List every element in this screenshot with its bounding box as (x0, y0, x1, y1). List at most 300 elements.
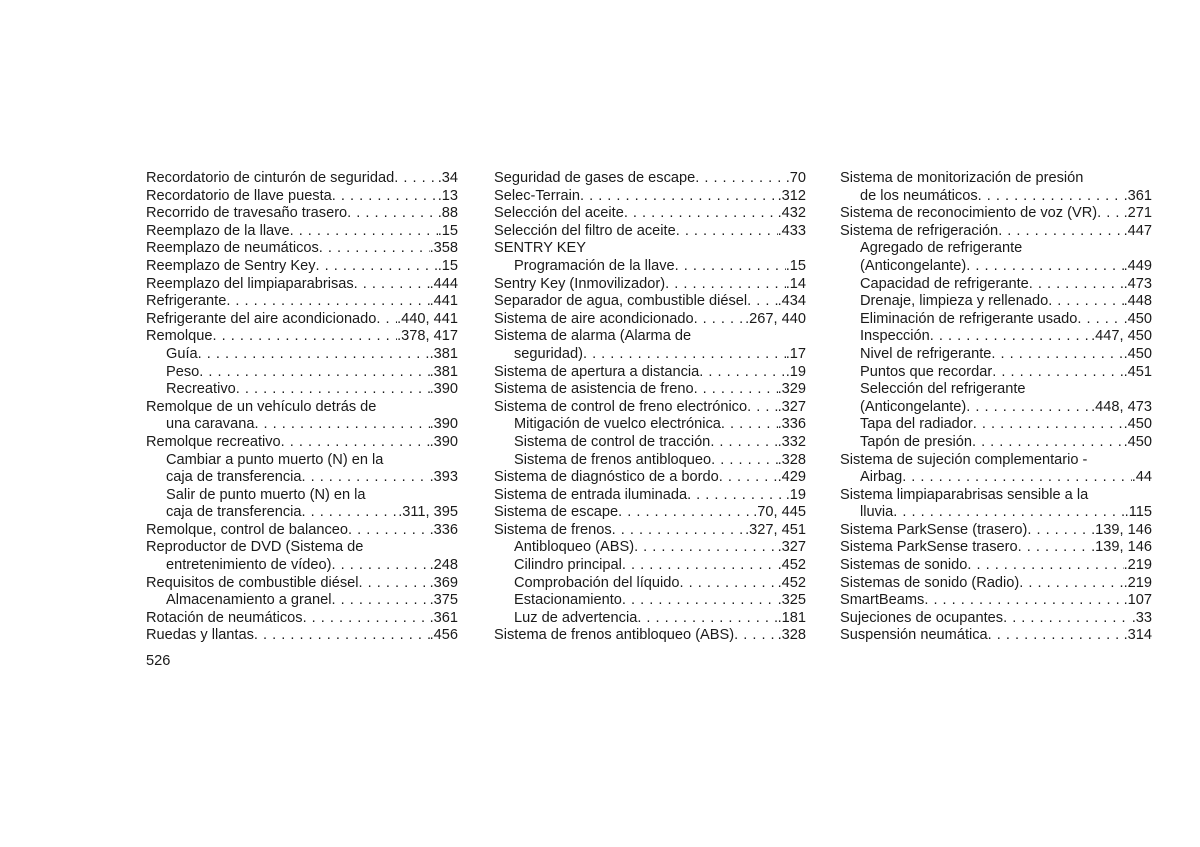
entry-text: Antibloqueo (ABS) (514, 539, 635, 556)
entry-text: entretenimiento de vídeo) (166, 557, 332, 574)
dot-leader (721, 416, 778, 434)
entry-page-ref: .448, 473 (1091, 398, 1152, 415)
index-entry (494, 293, 806, 311)
dot-leader (236, 381, 430, 399)
entry-page-ref: .311, 395 (398, 504, 458, 521)
dot-leader (924, 592, 1123, 610)
index-entry (494, 170, 806, 188)
entry-text: Sistemas de sonido (840, 557, 968, 574)
entry-text: Recordatorio de llave puesta (146, 187, 332, 204)
index-entry (146, 434, 458, 452)
entry-text: Sistema de refrigeración (840, 222, 999, 239)
dot-leader (332, 592, 430, 610)
entry-text: Ruedas y llantas (146, 627, 254, 644)
index-entry (146, 258, 458, 276)
entry-text: Sistema de diagnóstico de a bordo (494, 469, 719, 486)
entry-page-ref: .390 (429, 381, 458, 398)
index-entry (840, 487, 1152, 505)
dot-leader (637, 610, 777, 628)
index-entry (494, 504, 806, 522)
entry-page-ref: .440, 441 (397, 310, 458, 327)
entry-text: de los neumáticos (860, 187, 978, 204)
entry-text: seguridad) (514, 345, 583, 362)
index-entry (494, 223, 806, 241)
dot-leader (1018, 539, 1091, 557)
entry-page-ref: .19 (785, 363, 806, 380)
dot-leader (1097, 205, 1123, 223)
entry-text: Sistema de monitorización de presión (840, 170, 1084, 186)
dot-leader (699, 364, 785, 382)
entry-page-ref: .473 (1123, 275, 1152, 292)
index-subentry (494, 557, 806, 575)
entry-text: Estacionamiento (514, 592, 622, 609)
entry-text: Sistema ParkSense trasero (840, 539, 1018, 556)
entry-page-ref: .327, 451 (745, 521, 806, 538)
entry-text: Cambiar a punto muerto (N) en la (166, 451, 384, 468)
dot-leader (972, 434, 1124, 452)
dot-leader (1048, 293, 1123, 311)
dot-leader (618, 504, 753, 522)
entry-page-ref: .429 (777, 469, 806, 486)
index-subentry (494, 434, 806, 452)
entry-page-ref: .14 (785, 275, 806, 292)
entry-text: Tapón de presión (860, 433, 972, 450)
entry-text: Sistema de entrada iluminada (494, 486, 688, 503)
entry-text: Refrigerante (146, 293, 227, 310)
entry-page-ref: .70, 445 (753, 504, 806, 521)
dot-leader (687, 487, 786, 505)
dot-leader (930, 328, 1091, 346)
entry-text: Sistema de reconocimiento de voz (VR) (840, 205, 1098, 222)
entry-page-ref: .452 (777, 574, 806, 591)
entry-text: una caravana (166, 416, 255, 433)
entry-page-ref: .450 (1123, 433, 1152, 450)
entry-text: SmartBeams (840, 592, 925, 609)
entry-page-ref: .381 (429, 363, 458, 380)
entry-page-ref: .328 (777, 627, 806, 644)
index-entry (840, 575, 1152, 593)
entry-page-ref: .15 (437, 257, 458, 274)
entry-text: (Anticongelante) (860, 257, 967, 274)
dot-leader (226, 293, 429, 311)
index-column-1 (146, 170, 458, 645)
entry-page-ref: .444 (429, 275, 458, 292)
entry-page-ref: .448 (1123, 293, 1152, 310)
entry-text: Remolque (146, 328, 213, 345)
entry-page-ref: .325 (777, 592, 806, 609)
index-subentry (840, 381, 1152, 399)
index-entry (146, 276, 458, 294)
entry-page-ref: .361 (1123, 187, 1152, 204)
entry-page-ref: .336 (429, 521, 458, 538)
entry-text: Remolque, control de balanceo (146, 521, 349, 538)
dot-leader (213, 328, 398, 346)
entry-page-ref: .434 (777, 293, 806, 310)
entry-text: Sistema limpiaparabrisas sensible a la (840, 486, 1089, 503)
dot-leader (359, 575, 430, 593)
index-entry (146, 311, 458, 329)
index-subentry (840, 346, 1152, 364)
entry-page-ref: .327 (777, 398, 806, 415)
index-entry (494, 240, 806, 258)
entry-page-ref: .19 (785, 486, 806, 503)
dot-leader (734, 627, 777, 645)
entry-page-ref: .88 (437, 205, 458, 222)
index-subentry (494, 592, 806, 610)
index-subentry (494, 258, 806, 276)
dot-leader (1003, 610, 1132, 628)
entry-text: Puntos que recordar (860, 363, 993, 380)
index-entry (494, 399, 806, 417)
entry-text: Reemplazo de Sentry Key (146, 257, 316, 274)
dot-leader (719, 469, 778, 487)
entry-page-ref: .70 (785, 170, 806, 186)
entry-page-ref: .15 (437, 222, 458, 239)
index-entry (494, 276, 806, 294)
entry-text: Sistema de frenos antibloqueo (ABS) (494, 627, 735, 644)
entry-page-ref: .15 (785, 257, 806, 274)
entry-page-ref: .248 (429, 557, 458, 574)
index-subentry (146, 452, 458, 470)
entry-text: Comprobación del líquido (514, 574, 680, 591)
dot-leader (580, 188, 778, 206)
index-entry (840, 522, 1152, 540)
index-subentry (494, 539, 806, 557)
index-entry (494, 381, 806, 399)
entry-page-ref: .447, 450 (1091, 328, 1152, 345)
entry-text: Eliminación de refrigerante usado (860, 310, 1078, 327)
dot-leader (347, 205, 438, 223)
entry-text: Selección del filtro de aceite (494, 222, 676, 239)
index-entry (840, 452, 1152, 470)
entry-text: Sentry Key (Inmovilizador) (494, 275, 666, 292)
entry-page-ref: .441 (429, 293, 458, 310)
dot-leader (747, 399, 777, 417)
entry-text: Drenaje, limpieza y rellenado (860, 293, 1049, 310)
dot-leader (893, 504, 1124, 522)
entry-text: Sistema de aire acondicionado (494, 310, 694, 327)
entry-text: Sistemas de sonido (Radio) (840, 574, 1020, 591)
index-entry (146, 223, 458, 241)
dot-leader (303, 610, 430, 628)
entry-text: Sistema de alarma (Alarma de (494, 328, 692, 345)
index-entry (494, 205, 806, 223)
entry-page-ref: .139, 146 (1091, 539, 1152, 556)
entry-page-ref: .432 (777, 205, 806, 222)
dot-leader (319, 240, 430, 258)
dot-leader (998, 223, 1123, 241)
entry-page-ref: .271 (1123, 205, 1152, 222)
index-entry (146, 240, 458, 258)
dot-leader (199, 364, 429, 382)
index-subentry (840, 258, 1152, 276)
index-entry (840, 539, 1152, 557)
entry-text: Selec-Terrain (494, 187, 580, 204)
entry-page-ref: .375 (429, 592, 458, 609)
entry-text: Sistema ParkSense (trasero) (840, 521, 1028, 538)
index-entry (494, 364, 806, 382)
entry-page-ref: .139, 146 (1091, 521, 1152, 538)
dot-leader (665, 276, 786, 294)
index-subentry (146, 487, 458, 505)
entry-page-ref: .17 (785, 345, 806, 362)
entry-text: (Anticongelante) (860, 398, 967, 415)
dot-leader (583, 346, 786, 364)
index-subentry (840, 416, 1152, 434)
index-entry (146, 293, 458, 311)
index-subentry (494, 610, 806, 628)
index-entry (146, 399, 458, 417)
entry-text: Reemplazo de la llave (146, 222, 290, 239)
entry-text: Agregado de refrigerante (860, 240, 1023, 257)
entry-text: Sistema de control de freno electrónico (494, 398, 748, 415)
index-entry (146, 170, 458, 188)
entry-text: Recorrido de travesaño trasero (146, 205, 348, 222)
index-subentry (146, 592, 458, 610)
entry-text: Reproductor de DVD (Sistema de (146, 539, 364, 556)
index-entry (840, 557, 1152, 575)
entry-text: lluvia (860, 504, 894, 521)
dot-leader (622, 592, 778, 610)
entry-page-ref: .314 (1123, 627, 1152, 644)
entry-text: Capacidad de refrigerante (860, 275, 1029, 292)
index-entry (494, 469, 806, 487)
entry-text: Refrigerante del aire acondicionado (146, 310, 377, 327)
entry-text: Reemplazo de neumáticos (146, 240, 319, 257)
index-subentry (494, 346, 806, 364)
entry-text: Cilindro principal (514, 557, 622, 574)
entry-page-ref: .449 (1123, 257, 1152, 274)
entry-page-ref: .328 (777, 451, 806, 468)
dot-leader (281, 434, 430, 452)
entry-page-ref: .451 (1123, 363, 1152, 380)
index-entry (494, 311, 806, 329)
index-entry (146, 188, 458, 206)
dot-leader (902, 469, 1132, 487)
index-entry (146, 328, 458, 346)
dot-leader (992, 364, 1123, 382)
entry-text: Remolque de un vehículo detrás de (146, 398, 377, 415)
index-entry (494, 328, 806, 346)
dot-leader (967, 557, 1123, 575)
entry-text: Peso (166, 363, 200, 380)
entry-text: Separador de agua, combustible diésel (494, 293, 748, 310)
entry-text: caja de transferencia (166, 504, 302, 521)
entry-page-ref: .13 (437, 187, 458, 204)
dot-leader (966, 258, 1123, 276)
dot-leader (290, 223, 438, 241)
dot-leader (988, 627, 1124, 645)
index-entry (840, 627, 1152, 645)
dot-leader (695, 170, 785, 188)
entry-page-ref: .452 (777, 557, 806, 574)
index-entry (840, 610, 1152, 628)
dot-leader (198, 346, 430, 364)
dot-leader (332, 188, 438, 206)
dot-leader (694, 311, 746, 329)
index-entry (494, 627, 806, 645)
index-subentry (494, 575, 806, 593)
index-subentry (840, 293, 1152, 311)
entry-page-ref: .115 (1124, 504, 1152, 521)
index-entry (146, 627, 458, 645)
dot-leader (394, 170, 437, 188)
entry-page-ref: .107 (1123, 592, 1152, 609)
index-subentry (840, 311, 1152, 329)
index-subentry (146, 364, 458, 382)
entry-text: Inspección (860, 328, 930, 345)
dot-leader (316, 258, 438, 276)
entry-page-ref: .450 (1123, 310, 1152, 327)
entry-page-ref: .267, 440 (745, 310, 806, 327)
index-subentry (840, 188, 1152, 206)
entry-page-ref: .361 (429, 609, 458, 626)
entry-page-ref: .450 (1123, 345, 1152, 362)
entry-text: Remolque recreativo (146, 433, 281, 450)
page-number: 526 (146, 653, 171, 669)
entry-page-ref: .450 (1123, 416, 1152, 433)
index-subentry (494, 452, 806, 470)
entry-page-ref: .378, 417 (397, 328, 458, 345)
index-subentry (840, 469, 1152, 487)
entry-page-ref: .44 (1131, 469, 1152, 486)
entry-page-ref: .332 (777, 433, 806, 450)
entry-text: Sistema de frenos antibloqueo (514, 451, 712, 468)
entry-page-ref: .219 (1123, 557, 1152, 574)
index-subentry (840, 240, 1152, 258)
dot-leader (301, 504, 398, 522)
entry-text: Salir de punto muerto (N) en la (166, 486, 366, 503)
index-entry (146, 610, 458, 628)
entry-text: Sistema de control de tracción (514, 433, 711, 450)
dot-leader (966, 399, 1091, 417)
dot-leader (301, 469, 429, 487)
entry-text: caja de transferencia (166, 469, 302, 486)
entry-page-ref: .381 (429, 345, 458, 362)
entry-text: Selección del aceite (494, 205, 624, 222)
index-subentry (840, 399, 1152, 417)
index-subentry (146, 557, 458, 575)
entry-text: Airbag (860, 469, 903, 486)
entry-text: Tapa del radiador (860, 416, 973, 433)
entry-page-ref: .390 (429, 433, 458, 450)
dot-leader (991, 346, 1123, 364)
entry-text: Programación de la llave (514, 257, 675, 274)
index-subentry (146, 416, 458, 434)
entry-text: Sistema de sujeción complementario - (840, 451, 1088, 468)
dot-leader (747, 293, 777, 311)
index-subentry (840, 364, 1152, 382)
dot-leader (973, 416, 1124, 434)
index-entry (840, 592, 1152, 610)
index-entry (494, 188, 806, 206)
dot-leader (634, 539, 778, 557)
index-entry (146, 522, 458, 540)
dot-leader (254, 627, 430, 645)
entry-text: Almacenamiento a granel (166, 592, 332, 609)
index-entry (146, 575, 458, 593)
entry-text: Sistema de frenos (494, 521, 612, 538)
dot-leader (1077, 311, 1123, 329)
entry-text: Sistema de asistencia de freno (494, 381, 694, 398)
dot-leader (624, 205, 778, 223)
index-subentry (146, 381, 458, 399)
dot-leader (332, 557, 430, 575)
dot-leader (354, 276, 430, 294)
index-subentry (146, 469, 458, 487)
index-subentry (146, 504, 458, 522)
index-subentry (840, 504, 1152, 522)
entry-text: Sistema de apertura a distancia (494, 363, 700, 380)
dot-leader (675, 258, 786, 276)
entry-page-ref: .456 (429, 627, 458, 644)
dot-leader (254, 416, 429, 434)
index-subentry (840, 328, 1152, 346)
entry-page-ref: .369 (429, 574, 458, 591)
dot-leader (676, 223, 778, 241)
entry-text: SENTRY KEY (494, 240, 586, 257)
dot-leader (694, 381, 778, 399)
entry-page-ref: .181 (777, 609, 806, 626)
index-entry (146, 539, 458, 557)
index-column-2 (494, 170, 806, 645)
dot-leader (710, 434, 777, 452)
entry-text: Guía (166, 345, 198, 362)
entry-page-ref: .336 (777, 416, 806, 433)
entry-text: Sistema de escape (494, 504, 619, 521)
entry-page-ref: .34 (437, 170, 458, 186)
entry-text: Selección del refrigerante (860, 381, 1026, 398)
entry-page-ref: .329 (777, 381, 806, 398)
dot-leader (711, 452, 777, 470)
entry-page-ref: .219 (1123, 574, 1152, 591)
index-subentry (840, 434, 1152, 452)
entry-page-ref: .33 (1131, 609, 1152, 626)
index-entry (494, 487, 806, 505)
dot-leader (680, 575, 778, 593)
entry-text: Mitigación de vuelco electrónica (514, 416, 721, 433)
entry-page-ref: .327 (777, 539, 806, 556)
entry-text: Suspensión neumática (840, 627, 988, 644)
dot-leader (1027, 522, 1091, 540)
dot-leader (1019, 575, 1123, 593)
entry-page-ref: .358 (429, 240, 458, 257)
entry-text: Recreativo (166, 381, 236, 398)
index-entry (146, 205, 458, 223)
entry-page-ref: .312 (777, 187, 806, 204)
entry-text: Sujeciones de ocupantes (840, 609, 1004, 626)
dot-leader (348, 522, 430, 540)
index-subentry (494, 416, 806, 434)
entry-page-ref: .393 (429, 469, 458, 486)
index-entry (840, 205, 1152, 223)
entry-text: Rotación de neumáticos (146, 609, 303, 626)
index-column-3 (840, 170, 1152, 645)
index-entry (840, 223, 1152, 241)
index-subentry (840, 276, 1152, 294)
entry-text: Nivel de refrigerante (860, 345, 992, 362)
dot-leader (376, 311, 397, 329)
entry-text: Luz de advertencia (514, 609, 638, 626)
entry-page-ref: .433 (777, 222, 806, 239)
index-subentry (146, 346, 458, 364)
dot-leader (622, 557, 778, 575)
index-entry (840, 170, 1152, 188)
entry-text: Reemplazo del limpiaparabrisas (146, 275, 354, 292)
dot-leader (612, 522, 746, 540)
entry-page-ref: .390 (429, 416, 458, 433)
dot-leader (978, 188, 1124, 206)
